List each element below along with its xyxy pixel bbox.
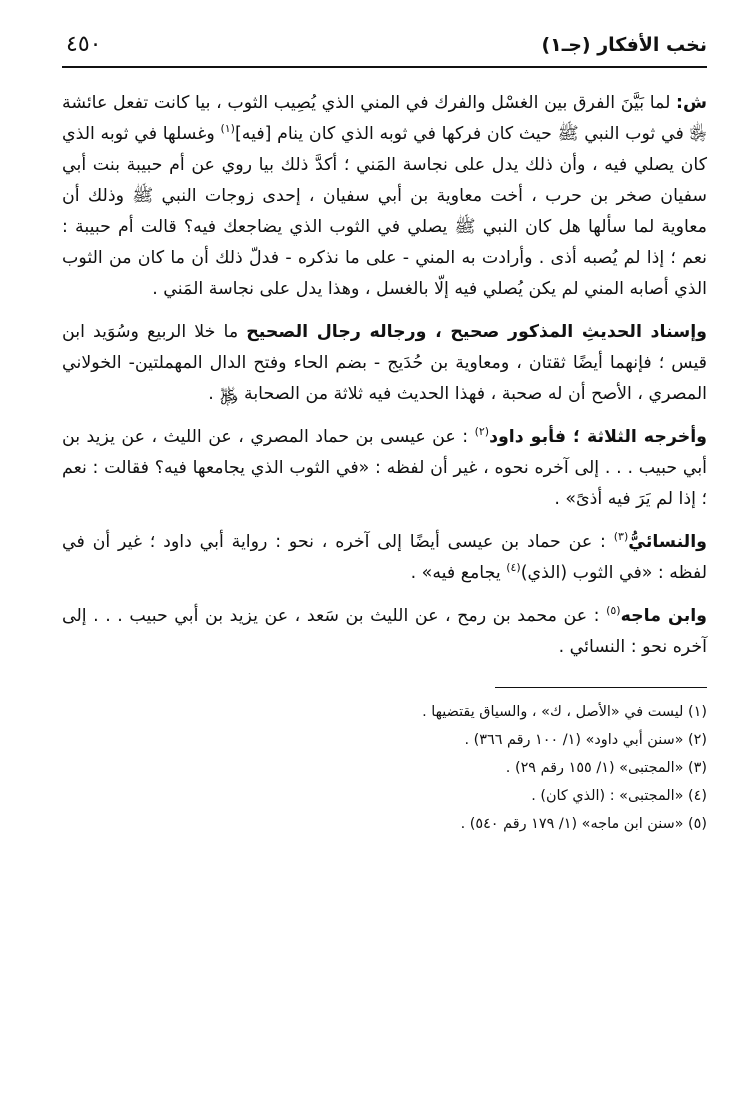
paragraph-nasai [62,527,707,589]
footnote-ref: (٥) [606,604,621,618]
footnote-divider [495,687,707,688]
footnote: (٥) «سنن ابن ماجه» (١/ ١٧٩ رقم ٥٤٠) . [460,816,707,832]
paragraph-lead: والنسائيُّ [628,532,707,552]
paragraph-text: : عن محمد بن رمح ، عن الليث بن سَعد ، عن يزيد بن أبي حبيب . . . إلى آخره نحو : النسائي . [62,606,707,657]
paragraph-lead: وإسناد الحديثِ المذكور صحيح ، ورجاله رجال الصحيح [246,322,707,342]
paragraph-abu-dawud [62,422,707,515]
paragraph-ibn-majah [62,601,707,663]
footnotes [62,698,707,838]
footnote: (٢) «سنن أبي داود» (١/ ١٠٠ رقم ٣٦٦) . [464,732,707,748]
footnote-ref: (١) [220,122,235,136]
footnote-ref: (٣) [613,530,629,544]
footnote: (١) ليست في «الأصل ، ك» ، والسياق يقتضيها . [422,704,707,720]
paragraph-text-continued: يجامع فيه» . [410,563,507,583]
paragraph-lead: وابن ماجه [620,606,707,626]
footnote: (٣) «المجتبى» (١/ ١٥٥ رقم ٢٩) . [505,760,707,776]
paragraph-isnad [62,317,707,410]
page-header [62,28,707,68]
paragraph-text-continued: وغسلها في ثوبه الذي كان يصلي فيه ، وأن ذلك يدل على نجاسة المَني ؛ أكدَّ ذلك بيا روي عن أم حبيبة بنت أبي سفيان صخر بن حرب ، أخت معاوية بن أبي سفيان ، إحدى زوجات النبي ﷺ وذلك أن معاوية لما سألها هل كان النبي ﷺ يصلي في الثوب الذي يضاجعك فيه؟ قالت أم حبيبة : نعم ؛ إذا لم يُصبه أذى . وأرادت به المني - على ما نذكره - فدلّ ذلك أن ما كان من الثوب الذي أصابه المني لم يكن يُصلي فيه إلّا بالغسل ، وهذا يدل على نجاسة المَني . [62,124,707,299]
main-text [62,88,707,663]
paragraph-lead: ش: [676,93,707,113]
page-number: ٤٥٠ [66,32,102,57]
paragraph-text: : عن حماد بن عيسى أيضًا إلى آخره ، نحو : رواية أبي داود ؛ غير أن في لفظه : «في الثوب (الذي) [62,532,707,583]
running-title: نخب الأفكار (جـ١) [541,34,707,56]
book-page [62,28,707,1088]
paragraph-text: : عن عيسى بن حماد المصري ، عن الليث ، عن يزيد بن أبي حبيب . . . إلى آخره نحوه ، غير أن لفظه : «في الثوب الذي يجامعها فيه؟ فقالت : نعم ؛ إذا لم يَرَ فيه أذىً» . [62,427,707,509]
paragraph-lead: وأخرجه الثلاثة ؛ فأبو داود [489,427,707,447]
footnote: (٤) «المجتبى» : (الذي كان) . [531,788,707,804]
footnote-ref: (٤) [506,561,521,575]
paragraph-text: ما خلا الربيع وسُوَيد ابن قيس ؛ فإنهما أيضًا ثقتان ، ومعاوية بن حُدَيج - بضم الحاء وفتح الدال المهملتين- الخولاني المصري ، الأصح أن له صحبة ، فهذا الحديث فيه ثلاثة من الصحابة ﷿ . [62,322,707,404]
paragraph-commentary [62,88,707,305]
footnote-ref: (٢) [474,425,490,439]
paragraph-text: لما بَيَّنَ الفرق بين الغسْل والفرك في المني الذي يُصِيب الثوب ، بيا كانت تفعل عائشة ﵂ في ثوب النبي ﷺ حيث كان فركها في ثوبه الذي كان ينام [فيه] [62,93,707,144]
